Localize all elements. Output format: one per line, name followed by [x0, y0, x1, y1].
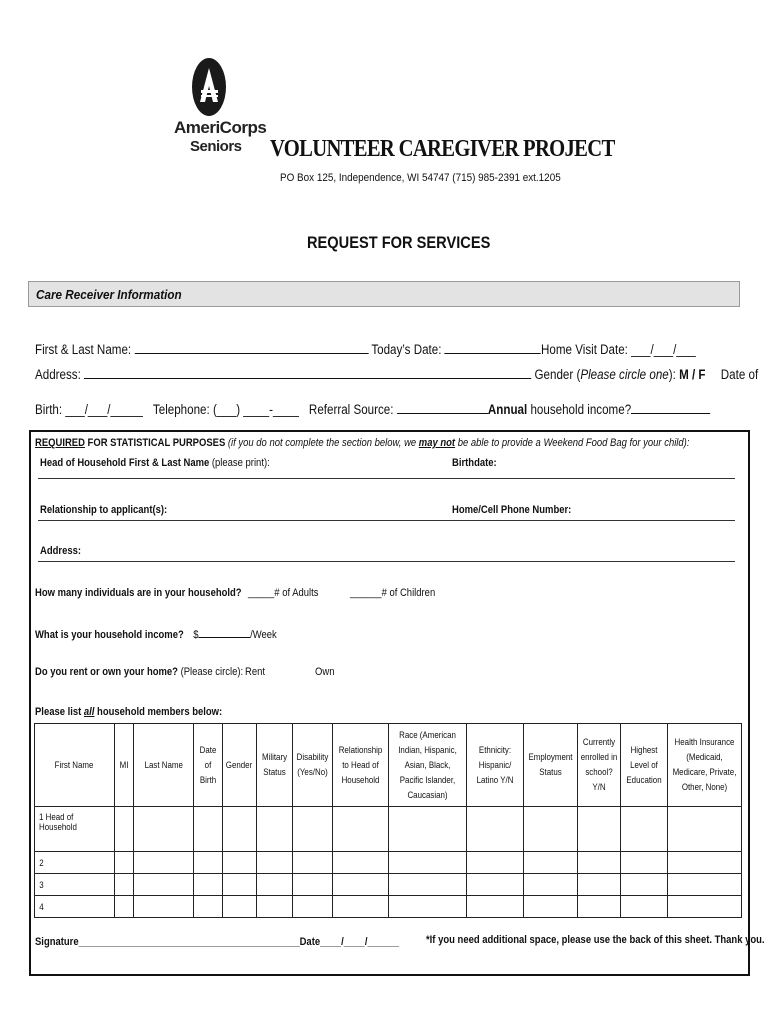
table-cell[interactable] — [333, 896, 389, 918]
table-cell[interactable] — [621, 807, 668, 852]
table-cell[interactable] — [194, 896, 223, 918]
list-b: all — [83, 706, 95, 718]
col-gender: Gender — [223, 724, 257, 807]
row-label: 2 — [35, 852, 115, 874]
head-of-household-field[interactable] — [38, 478, 735, 479]
col-relationship: Relationship to Head of Household — [333, 724, 389, 807]
row-label: 3 — [35, 874, 115, 896]
table-row — [35, 896, 742, 918]
table-cell[interactable] — [668, 807, 742, 852]
table-row — [35, 807, 742, 852]
col-disability: Disability (Yes/No) — [293, 724, 333, 807]
household-address-label: Address: — [40, 545, 82, 557]
home-visit-label: Home Visit Date: ___/___/___ — [541, 342, 696, 357]
table-cell[interactable] — [578, 852, 621, 874]
page-title: VOLUNTEER CAREGIVER PROJECT — [270, 136, 615, 162]
gender-close: ): — [668, 367, 676, 382]
head-of-household-label — [40, 457, 270, 469]
head-label: Head of Household First & Last Name — [40, 457, 210, 469]
table-cell[interactable] — [257, 874, 293, 896]
list-c: household members below: — [94, 706, 223, 718]
table-cell[interactable] — [134, 874, 194, 896]
signature-line[interactable]: Signature__________________________________________Date____/____/______ — [35, 936, 400, 948]
name-row — [35, 340, 696, 357]
table-cell[interactable] — [668, 874, 742, 896]
col-employment: Employment Status — [524, 724, 578, 807]
gender-label: Gender ( — [534, 367, 581, 382]
table-cell[interactable] — [467, 852, 524, 874]
col-health-insurance: Health Insurance (Medicaid, Medicare, Private, Other, None) — [668, 724, 742, 807]
table-cell[interactable] — [389, 807, 467, 852]
income-prefix: $ — [193, 629, 199, 641]
table-cell[interactable] — [524, 874, 578, 896]
list-members-label — [35, 706, 222, 718]
gender-options[interactable]: M / F — [679, 367, 706, 382]
table-cell[interactable] — [467, 874, 524, 896]
table-cell[interactable] — [293, 852, 333, 874]
col-ethnicity: Ethnicity: Hispanic/ Latino Y/N — [467, 724, 524, 807]
table-cell[interactable] — [524, 896, 578, 918]
table-cell[interactable] — [257, 807, 293, 852]
table-cell[interactable] — [389, 874, 467, 896]
table-cell[interactable] — [257, 896, 293, 918]
table-cell[interactable] — [578, 896, 621, 918]
date-of-label: Date of — [720, 367, 759, 382]
purposes-label: FOR STATISTICAL PURPOSES — [84, 437, 226, 449]
table-cell[interactable] — [467, 807, 524, 852]
rent-question: Do you rent or own your home? — [35, 666, 178, 678]
phone-label: Home/Cell Phone Number: — [452, 504, 572, 516]
table-row — [35, 852, 742, 874]
household-address-field[interactable] — [38, 561, 735, 562]
referral-label: Referral Source: — [308, 402, 394, 417]
address-field[interactable] — [84, 365, 531, 379]
table-cell[interactable] — [223, 807, 257, 852]
table-cell[interactable] — [134, 807, 194, 852]
own-option[interactable]: Own — [315, 666, 335, 678]
table-cell[interactable] — [223, 896, 257, 918]
table-header-row — [35, 724, 742, 807]
income-field[interactable] — [199, 627, 251, 638]
col-education: Highest Level of Education — [621, 724, 668, 807]
org-address: PO Box 125, Independence, WI 54747 (715) 985-2391 ext.1205 — [280, 172, 561, 184]
col-enrolled: Currently enrolled in school? Y/N — [578, 724, 621, 807]
table-cell[interactable] — [257, 852, 293, 874]
referral-field[interactable] — [397, 400, 488, 414]
note-c: be able to provide a Weekend Food Bag for your child): — [455, 437, 690, 449]
table-cell[interactable] — [621, 896, 668, 918]
annual-income-field[interactable] — [631, 400, 710, 414]
table-cell[interactable] — [578, 807, 621, 852]
income-label: household income? — [530, 402, 632, 417]
annual-label: Annual — [487, 402, 528, 417]
table-cell[interactable] — [293, 807, 333, 852]
table-cell[interactable] — [194, 807, 223, 852]
telephone-label: Telephone: (___) ____-____ — [152, 402, 299, 417]
table-cell[interactable] — [223, 852, 257, 874]
logo-line1: AmeriCorps — [174, 118, 267, 137]
table-cell[interactable] — [134, 896, 194, 918]
birthdate-label: Birthdate: — [452, 457, 497, 469]
row-label: 4 — [35, 896, 115, 918]
table-cell[interactable] — [389, 896, 467, 918]
address-label: Address: — [35, 367, 81, 382]
americorps-logo — [172, 58, 267, 168]
table-cell[interactable] — [333, 852, 389, 874]
table-cell[interactable] — [293, 896, 333, 918]
table-cell[interactable] — [115, 807, 134, 852]
gender-hint: Please circle one — [580, 367, 669, 382]
children-field[interactable]: ______# of Children — [350, 587, 436, 599]
table-cell[interactable] — [333, 807, 389, 852]
table-cell[interactable] — [668, 852, 742, 874]
rent-hint: (Please circle): — [177, 666, 244, 678]
table-cell[interactable] — [293, 874, 333, 896]
table-cell[interactable] — [524, 852, 578, 874]
col-race: Race (American Indian, Hispanic, Asian, Black, Pacific Islander, Caucasian) — [389, 724, 467, 807]
table-row — [35, 874, 742, 896]
table-cell[interactable] — [194, 874, 223, 896]
form-title: REQUEST FOR SERVICES — [307, 233, 491, 252]
logo-line2: Seniors — [190, 138, 242, 155]
table-cell[interactable] — [115, 896, 134, 918]
table-cell[interactable] — [134, 852, 194, 874]
todays-date-label: Today’s Date: — [371, 342, 442, 357]
list-a: Please list — [35, 706, 84, 718]
col-last-name: Last Name — [134, 724, 194, 807]
table-cell[interactable] — [578, 874, 621, 896]
table-cell[interactable] — [115, 852, 134, 874]
table-cell[interactable] — [194, 852, 223, 874]
note-b: may not — [418, 437, 456, 449]
address-row — [35, 365, 758, 382]
adults-field[interactable]: _____# of Adults — [248, 587, 319, 599]
section-title: Care Receiver Information — [36, 287, 182, 302]
row-label: 1 Head of Household — [35, 807, 115, 852]
americorps-a-icon — [192, 58, 226, 116]
table-cell[interactable] — [668, 896, 742, 918]
todays-date-field[interactable] — [445, 340, 541, 354]
household-members-table — [34, 723, 742, 918]
rent-option[interactable]: Rent — [245, 666, 265, 678]
table-cell[interactable] — [621, 852, 668, 874]
required-label: REQUIRED — [35, 437, 85, 449]
table-cell[interactable] — [467, 896, 524, 918]
col-military-status: Military Status — [257, 724, 293, 807]
income-question-row — [35, 627, 277, 641]
name-field[interactable] — [134, 340, 368, 354]
additional-space-note: *If you need additional space, please use the back of this sheet. Thank you. — [426, 934, 765, 946]
head-hint: (please print): — [209, 457, 270, 469]
care-receiver-section-header — [28, 281, 740, 307]
note-a: (if you do not complete the section below, we — [225, 437, 419, 449]
name-label: First & Last Name: — [35, 342, 132, 357]
rent-question-row — [35, 666, 243, 678]
table-cell[interactable] — [115, 874, 134, 896]
relationship-label: Relationship to applicant(s): — [40, 504, 168, 516]
income-question: What is your household income? — [35, 629, 184, 641]
table-cell[interactable] — [333, 874, 389, 896]
table-cell[interactable] — [389, 852, 467, 874]
col-first-name: First Name — [35, 724, 115, 807]
birth-label: Birth: ___/___/_____ — [35, 402, 143, 417]
table-cell[interactable] — [524, 807, 578, 852]
individuals-question: How many individuals are in your household? — [35, 587, 242, 599]
col-mi: MI — [115, 724, 134, 807]
table-cell[interactable] — [223, 874, 257, 896]
birth-row — [35, 400, 710, 417]
table-cell[interactable] — [621, 874, 668, 896]
relationship-field[interactable] — [38, 520, 735, 521]
required-note — [35, 437, 689, 449]
col-date-of-birth: Date of Birth — [194, 724, 223, 807]
income-suffix: /Week — [250, 629, 277, 641]
